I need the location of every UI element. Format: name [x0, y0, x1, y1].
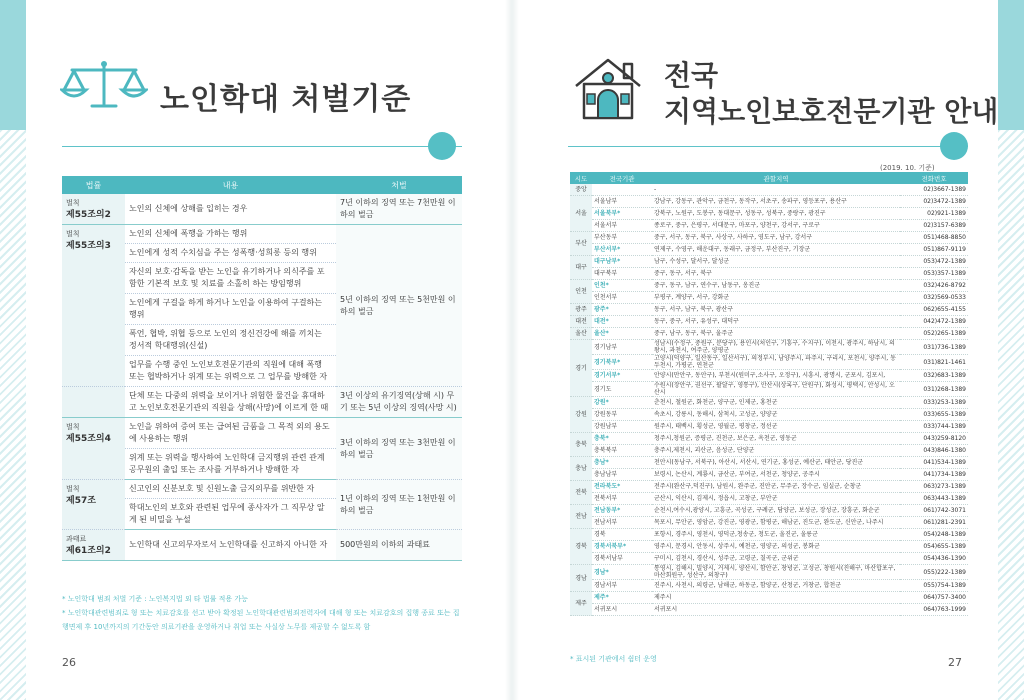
- tel-cell: 041)734-1389: [900, 469, 968, 481]
- org-cell: 경기서부*: [592, 370, 652, 382]
- header-region: 시도: [570, 172, 592, 184]
- region-cell: 경기: [570, 340, 592, 397]
- table-row: [570, 280, 968, 292]
- org-cell: 경북서북부*: [592, 541, 652, 553]
- penalty-cell: 3년 이하의 징역 또는 3천만원 이하의 벌금: [336, 418, 462, 480]
- tel-cell: 043)846-1380: [900, 445, 968, 457]
- area-cell: 고양시(덕양구, 일산동구, 일산서구), 의정부시, 남양주시, 파주시, 구리시, 포천시, 양주시, 동두천시, 가평군, 연천군: [652, 355, 900, 370]
- table-row: [570, 409, 968, 421]
- table-row: [62, 194, 462, 225]
- scales-icon: [60, 58, 148, 112]
- penalty-cell: 500만원의 이하의 과태료: [336, 530, 462, 561]
- table-row: [570, 457, 968, 469]
- org-cell: 인천서부: [592, 292, 652, 304]
- table-row: [570, 541, 968, 553]
- org-cell: 충남남부: [592, 469, 652, 481]
- table-row: [570, 220, 968, 232]
- area-cell: 부평구, 계양구, 서구, 강화군: [652, 292, 900, 304]
- agency-table-body: [570, 184, 968, 616]
- shelter-note: * 표시된 기관에서 쉼터 운영: [570, 655, 657, 663]
- tel-cell: 061)742-3071: [900, 505, 968, 517]
- table-row: [570, 292, 968, 304]
- table-row: [570, 196, 968, 208]
- area-cell: 성남시(수정구, 중원구, 분당구), 용인시(처인구, 기흥구, 수지구), 이천시, 광주시, 하남시, 의왕시, 과천시, 여주군, 양평군: [652, 340, 900, 355]
- right-title-line2: 지역노인보호전문기관 안내: [664, 95, 999, 128]
- penalty-table: [62, 176, 462, 561]
- table-row: [570, 328, 968, 340]
- header-org: 전국기관: [592, 172, 652, 184]
- table-row: [570, 268, 968, 280]
- region-cell: 광주: [570, 304, 592, 316]
- note-line: * 노인학대 범죄 처벌 기준 : 노인복지법 외 타 법률 적용 가능: [62, 595, 248, 603]
- region-cell: 제주: [570, 592, 592, 616]
- header-area: 관할지역: [652, 172, 900, 184]
- penalty-cell: 3년 이상의 유기징역(상해 시) 무기 또는 5년 이상의 징역(사망 시): [336, 387, 462, 418]
- org-cell: 충북*: [592, 433, 652, 445]
- right-badge-icon: [940, 132, 968, 160]
- area-cell: 속초시, 강릉시, 동해시, 삼척시, 고성군, 양양군: [652, 409, 900, 421]
- region-cell: 충남: [570, 457, 592, 481]
- table-row: [570, 208, 968, 220]
- left-badge-icon: [428, 132, 456, 160]
- right-edge-band: [998, 0, 1024, 130]
- org-cell: 경기도: [592, 382, 652, 397]
- table-row: [570, 316, 968, 328]
- tel-cell: 02)3667-1389: [900, 184, 968, 196]
- org-cell: 서울북부*: [592, 208, 652, 220]
- content-cell: 노인을 위하여 증여 또는 급여된 금품을 그 목적 외의 용도에 사용하는 행위: [125, 418, 336, 449]
- law-cell: 벌칙 제55조의2: [62, 194, 125, 225]
- law-cell: 벌칙 제55조의4: [62, 418, 125, 480]
- region-cell: 울산: [570, 328, 592, 340]
- org-cell: [592, 184, 652, 196]
- org-cell: 대구북부: [592, 268, 652, 280]
- region-cell: 중앙: [570, 184, 592, 196]
- right-title-line1: 전국: [664, 59, 719, 92]
- page-number-left: 26: [62, 656, 76, 669]
- house-icon: [572, 56, 644, 122]
- tel-cell: 061)281-2391: [900, 517, 968, 529]
- area-cell: 연제구, 수영구, 해운대구, 동래구, 금정구, 부산진구, 기장군: [652, 244, 900, 256]
- note-line: * 노인학대관련범죄로 형 또는 치료감호를 선고 받아 확정된 노인학대관련범죄전력자에 대해 형 또는 치료감호의 집행 종료 또는 집행면제 후 10년까지의 기간동안 의료기관을 운영하거나 취업 또는 사실상 노무를 제공할 수 없도록 함: [62, 609, 460, 631]
- left-edge-hatch: [0, 130, 26, 700]
- table-row: [62, 225, 462, 244]
- penalty-cell: 7년 이하의 징역 또는 7천만원 이하의 벌금: [336, 194, 462, 225]
- org-cell: 인천*: [592, 280, 652, 292]
- header-law: 법률: [62, 176, 125, 194]
- org-cell: 충북북부: [592, 445, 652, 457]
- area-cell: 중구, 동구, 남구, 연수구, 남동구, 옹진군: [652, 280, 900, 292]
- area-cell: 목포시, 무안군, 영암군, 강진군, 영광군, 함평군, 해남군, 진도군, 완도군, 신안군, 나주시: [652, 517, 900, 529]
- table-row: [570, 184, 968, 196]
- region-cell: 전북: [570, 481, 592, 505]
- org-cell: 전남서부: [592, 517, 652, 529]
- area-cell: 원주시, 태백시, 횡성군, 영월군, 평창군, 정선군: [652, 421, 900, 433]
- tel-cell: 041)534-1389: [900, 457, 968, 469]
- area-cell: 통영시, 김해시, 밀양시, 거제시, 양산시, 함안군, 창녕군, 고성군, 창원시(진해구, 마산합포구, 마산회원구, 성산구, 의창구): [652, 565, 900, 580]
- content-cell: 신고인의 신분보호 및 신원노출 금지의무를 위반한 자: [125, 480, 336, 499]
- tel-cell: 063)273-1389: [900, 481, 968, 493]
- header-tel: 전화번호: [900, 172, 968, 184]
- tel-cell: 033)744-1389: [900, 421, 968, 433]
- tel-cell: 051)867-9119: [900, 244, 968, 256]
- tel-cell: 053)472-1389: [900, 256, 968, 268]
- table-row: [570, 433, 968, 445]
- org-cell: 서울서부: [592, 220, 652, 232]
- org-cell: 강원남부: [592, 421, 652, 433]
- tel-cell: 052)265-1389: [900, 328, 968, 340]
- table-row: [570, 370, 968, 382]
- area-cell: 진주시, 사천시, 의령군, 남해군, 하동군, 함양군, 산청군, 거창군, 합천군: [652, 580, 900, 592]
- org-cell: 제주*: [592, 592, 652, 604]
- org-cell: 경남*: [592, 565, 652, 580]
- org-cell: 경기북부*: [592, 355, 652, 370]
- content-cell: 학대노인의 보호와 관련된 업무에 종사자가 그 직무상 알게 된 비밀을 누설: [125, 499, 336, 530]
- org-cell: 부산서부*: [592, 244, 652, 256]
- area-cell: 포항시, 경주시, 영천시, 영덕군,청송군, 청도군, 울진군, 울릉군: [652, 529, 900, 541]
- page-number-right: 27: [948, 656, 962, 669]
- table-row: [62, 418, 462, 449]
- table-row: [570, 382, 968, 397]
- tel-cell: 064)763-1999: [900, 604, 968, 616]
- tel-cell: 054)655-1389: [900, 541, 968, 553]
- content-cell: 단체 또는 다중의 위력을 보이거나 위험한 물건을 휴대하고 노인보호전문기관의 직원을 상해(사망)에 이르게 한 때: [125, 387, 336, 418]
- region-cell: 전남: [570, 505, 592, 529]
- region-cell: 서울: [570, 196, 592, 232]
- area-cell: 군산시, 익산시, 김제시, 정읍시, 고창군, 부안군: [652, 493, 900, 505]
- org-cell: 부산동부: [592, 232, 652, 244]
- table-row: [570, 232, 968, 244]
- penalty-cell: 5년 이하의 징역 또는 5천만원 이하의 벌금: [336, 225, 462, 387]
- law-cell: 과태료 제61조의2: [62, 530, 125, 561]
- table-row: [570, 340, 968, 355]
- area-cell: 중구, 서구, 동구, 북구, 사상구, 사하구, 영도구, 남구, 강서구: [652, 232, 900, 244]
- area-cell: 영주시, 문경시, 안동시, 상주시, 예천군, 영양군, 의성군, 봉화군: [652, 541, 900, 553]
- law-cell: 벌칙 제57조: [62, 480, 125, 530]
- table-row: [570, 592, 968, 604]
- tel-cell: 031)268-1389: [900, 382, 968, 397]
- table-row: [570, 481, 968, 493]
- tel-cell: 055)754-1389: [900, 580, 968, 592]
- table-row: [62, 480, 462, 499]
- page-gutter: [505, 0, 519, 700]
- table-row: [570, 553, 968, 565]
- agency-table: [570, 172, 968, 616]
- tel-cell: 063)443-1389: [900, 493, 968, 505]
- content-cell: 업무를 수행 중인 노인보호전문기관의 직원에 대해 폭행 또는 협박하거나 위계 또는 위력으로 그 업무를 방해한 자: [125, 356, 336, 387]
- tel-cell: 054)248-1389: [900, 529, 968, 541]
- table-row: [570, 517, 968, 529]
- org-cell: 경기남부: [592, 340, 652, 355]
- table-row: [570, 469, 968, 481]
- tel-cell: 02)921-1389: [900, 208, 968, 220]
- org-cell: 대구남부*: [592, 256, 652, 268]
- area-cell: -: [652, 184, 900, 196]
- org-cell: 광주*: [592, 304, 652, 316]
- table-row: [570, 505, 968, 517]
- org-cell: 경북서남부: [592, 553, 652, 565]
- area-cell: 순천시,여수시,광양시, 고흥군, 곡성군, 구례군, 담양군, 보성군, 장성군, 장흥군, 화순군: [652, 505, 900, 517]
- tel-cell: 043)259-8120: [900, 433, 968, 445]
- area-cell: 강북구, 노원구, 도봉구, 동대문구, 성동구, 성북구, 중랑구, 광진구: [652, 208, 900, 220]
- table-row: [62, 387, 462, 418]
- tel-cell: 031)821-1461: [900, 355, 968, 370]
- content-cell: 노인학대 신고의무자로서 노인학대를 신고하지 아니한 자: [125, 530, 336, 561]
- tel-cell: 064)757-3400: [900, 592, 968, 604]
- tel-cell: 055)222-1389: [900, 565, 968, 580]
- area-cell: 춘천시, 철원군, 화천군, 양구군, 인제군, 홍천군: [652, 397, 900, 409]
- region-cell: 강원: [570, 397, 592, 433]
- table-row: [62, 530, 462, 561]
- area-cell: 안양시(만안구, 동안구), 부천시(원미구,소사구, 오정구), 시흥시, 광명시, 군포시, 김포시,: [652, 370, 900, 382]
- tel-cell: 032)569-0533: [900, 292, 968, 304]
- header-penalty: 처벌: [336, 176, 462, 194]
- table-row: [570, 355, 968, 370]
- law-cell: [62, 387, 125, 418]
- table-row: [570, 256, 968, 268]
- area-cell: 강남구, 강동구, 관악구, 금천구, 동작구, 서초구, 송파구, 영등포구, 용산구: [652, 196, 900, 208]
- content-cell: 위계 또는 위력을 행사하여 노인학대 금지행위 관련 관계공무원의 출입 또는 조사를 거부하거나 방해한 자: [125, 449, 336, 480]
- org-cell: 서울남부: [592, 196, 652, 208]
- org-cell: 강원*: [592, 397, 652, 409]
- tel-cell: 054)436-1390: [900, 553, 968, 565]
- content-cell: 노인의 신체에 폭행을 가하는 행위: [125, 225, 336, 244]
- org-cell: 전북서부: [592, 493, 652, 505]
- org-cell: 전라북도*: [592, 481, 652, 493]
- org-cell: 충남*: [592, 457, 652, 469]
- area-cell: 중구, 남구, 동구, 북구, 울주군: [652, 328, 900, 340]
- region-cell: 경남: [570, 565, 592, 592]
- law-cell: 벌칙 제55조의3: [62, 225, 125, 387]
- content-cell: 노인의 신체에 상해를 입히는 경우: [125, 194, 336, 225]
- tel-cell: 033)655-1389: [900, 409, 968, 421]
- table-row: [570, 604, 968, 616]
- table-row: [570, 580, 968, 592]
- region-cell: 대전: [570, 316, 592, 328]
- tel-cell: 031)736-1389: [900, 340, 968, 355]
- tel-cell: 042)472-1389: [900, 316, 968, 328]
- tel-cell: 032)426-8792: [900, 280, 968, 292]
- area-cell: 구미시, 김천시, 경산시, 성주군, 고령군, 칠곡군, 군위군: [652, 553, 900, 565]
- org-cell: 울산*: [592, 328, 652, 340]
- area-cell: 전주시(완산구,덕진구), 남원시, 완주군, 진안군, 무주군, 장수군, 임실군, 순창군: [652, 481, 900, 493]
- region-cell: 대구: [570, 256, 592, 280]
- content-cell: 자신의 보호·감독을 받는 노인을 유기하거나 의식주를 포함한 기본적 보호 및 치료를 소홀히 하는 방임행위: [125, 263, 336, 294]
- area-cell: 제주시: [652, 592, 900, 604]
- area-cell: 충주시,제천시, 괴산군, 음성군, 단양군: [652, 445, 900, 457]
- tel-cell: 051)468-8850: [900, 232, 968, 244]
- area-cell: 중구, 동구, 서구, 북구: [652, 268, 900, 280]
- area-cell: 수원시(장안구, 권선구, 팔달구, 영통구), 안산시(상록구, 단원구), 화성시, 평택시, 안성시, 오산시: [652, 382, 900, 397]
- area-cell: 청주시,청원군, 증평군, 진천군, 보은군, 옥천군, 영동군: [652, 433, 900, 445]
- table-row: [570, 397, 968, 409]
- tel-cell: 053)357-1389: [900, 268, 968, 280]
- table-row: [570, 244, 968, 256]
- content-cell: 노인에게 구걸을 하게 하거나 노인을 이용하여 구걸하는 행위: [125, 294, 336, 325]
- org-cell: 서귀포시: [592, 604, 652, 616]
- tel-cell: 062)655-4155: [900, 304, 968, 316]
- table-row: [570, 445, 968, 457]
- penalty-cell: 1년 이하의 징역 또는 1천만원 이하의 벌금: [336, 480, 462, 530]
- region-cell: 인천: [570, 280, 592, 304]
- org-cell: 전남동부*: [592, 505, 652, 517]
- tel-cell: 033)253-1389: [900, 397, 968, 409]
- content-cell: 노인에게 성적 수치심을 주는 성폭행·성희롱 등의 행위: [125, 244, 336, 263]
- tel-cell: 02)3157-6389: [900, 220, 968, 232]
- area-cell: 남구, 수성구, 달서구, 달성군: [652, 256, 900, 268]
- table-row: [570, 421, 968, 433]
- org-cell: 경북: [592, 529, 652, 541]
- left-page-title: 노인학대 처벌기준: [160, 82, 412, 117]
- area-cell: 서귀포시: [652, 604, 900, 616]
- area-cell: 보령시, 논산시, 계룡시, 금산군, 부여군, 서천군, 청양군, 공주시: [652, 469, 900, 481]
- tel-cell: 02)3472-1389: [900, 196, 968, 208]
- reference-date: (2019. 10. 기준): [880, 164, 935, 172]
- table-row: [570, 565, 968, 580]
- org-cell: 경남서부: [592, 580, 652, 592]
- table-row: [570, 304, 968, 316]
- area-cell: 동구, 서구, 남구, 북구, 광산구: [652, 304, 900, 316]
- right-edge-hatch: [998, 130, 1024, 700]
- org-cell: 대전*: [592, 316, 652, 328]
- left-notes: [62, 592, 462, 634]
- tel-cell: 032)683-1389: [900, 370, 968, 382]
- table-row: [570, 529, 968, 541]
- area-cell: 종로구, 중구, 은평구, 서대문구, 마포구, 양천구, 강서구, 구로구: [652, 220, 900, 232]
- area-cell: 동구, 중구, 서구, 유성구, 대덕구: [652, 316, 900, 328]
- header-content: 내용: [125, 176, 336, 194]
- right-title-rule: [568, 146, 968, 147]
- left-edge-band: [0, 0, 26, 130]
- region-cell: 부산: [570, 232, 592, 256]
- area-cell: 천안시(동남구, 서북구), 아산시, 서산시, 연기군, 홍성군, 예산군, 태안군, 당진군: [652, 457, 900, 469]
- region-cell: 충북: [570, 433, 592, 457]
- left-title-rule: [62, 146, 462, 147]
- region-cell: 경북: [570, 529, 592, 565]
- table-row: [570, 493, 968, 505]
- org-cell: 강원동부: [592, 409, 652, 421]
- content-cell: 폭언, 협박, 위협 등으로 노인의 정신건강에 해를 끼치는 정서적 학대행위(신설): [125, 325, 336, 356]
